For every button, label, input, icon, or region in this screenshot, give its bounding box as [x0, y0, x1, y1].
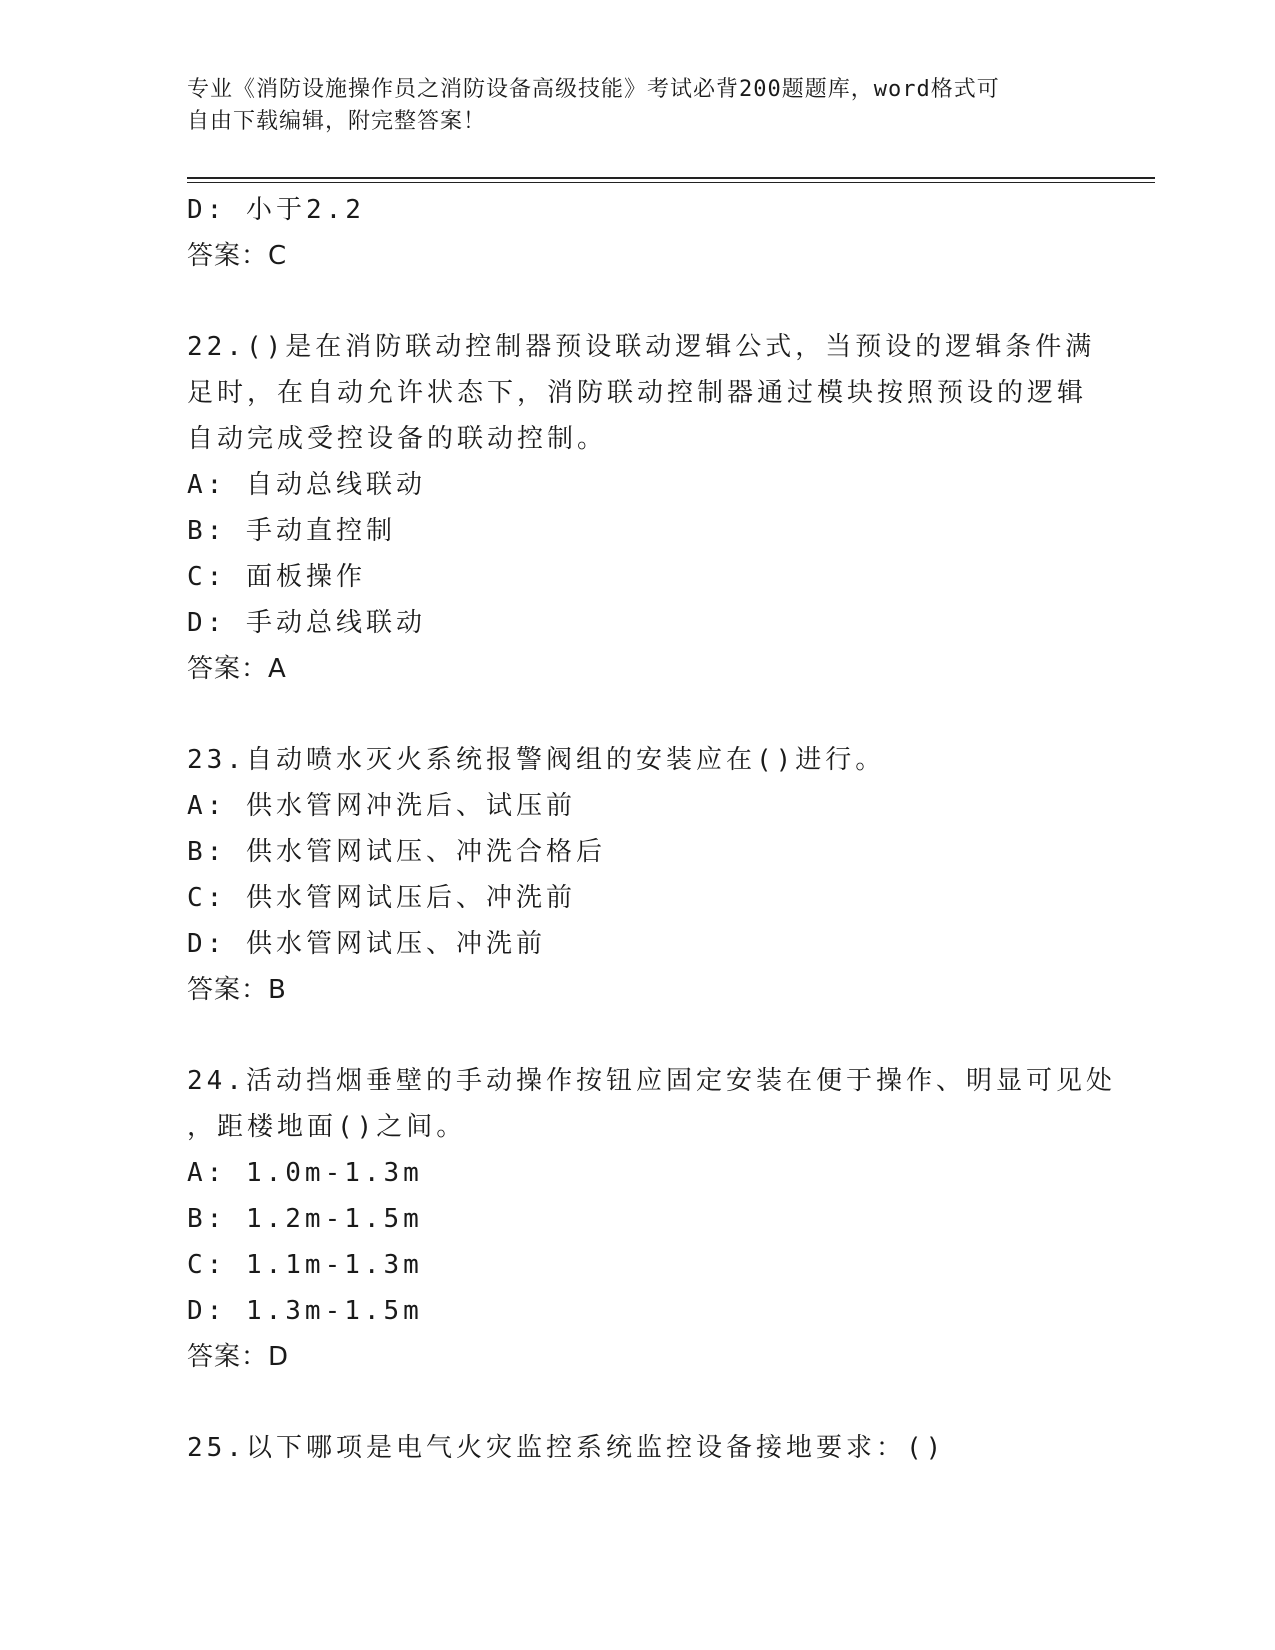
header-text-line-1: 专业《消防设施操作员之消防设备高级技能》考试必背200题题库，word格式可 [187, 77, 1000, 102]
option-b: B: 供水管网试压、冲洗合格后 [187, 837, 606, 867]
page-header [187, 74, 1067, 138]
option-c: C: 供水管网试压后、冲洗前 [187, 883, 576, 913]
question-25 [187, 1425, 1087, 1471]
option-a: A: 自动总线联动 [187, 470, 426, 500]
question-24 [187, 1058, 1116, 1380]
stem-line: 23.自动喷水灭火系统报警阀组的安装应在()进行。 [187, 745, 886, 775]
question-stem [187, 1425, 1087, 1471]
option-b: B: 手动直控制 [187, 516, 396, 546]
spacer [187, 692, 1087, 737]
header-text-line-2: 自由下载编辑，附完整答案！ [187, 109, 487, 134]
option-a: A: 供水管网冲洗后、试压前 [187, 791, 576, 821]
stem-line: 自动完成受控设备的联动控制。 [187, 424, 608, 454]
previous-question-tail [187, 187, 1087, 279]
answer-line: 答案：C [187, 241, 288, 271]
header-divider-thin [187, 182, 1155, 183]
option-c: C: 1.1m-1.3m [187, 1250, 423, 1280]
option-d: D: 1.3m-1.5m [187, 1296, 423, 1326]
header-divider [187, 177, 1155, 179]
stem-line: 足时，在自动允许状态下，消防联动控制器通过模块按照预设的逻辑 [187, 378, 1088, 408]
answer-line: 答案：A [187, 654, 287, 684]
stem-line: 24.活动挡烟垂壁的手动操作按钮应固定安装在便于操作、明显可见处 [187, 1066, 1116, 1096]
stem-line: 25.以下哪项是电气火灾监控系统监控设备接地要求：() [187, 1433, 946, 1463]
option-d: D: 供水管网试压、冲洗前 [187, 929, 546, 959]
option-d: D: 手动总线联动 [187, 608, 426, 638]
option-a: A: 1.0m-1.3m [187, 1158, 423, 1188]
spacer [187, 1013, 1087, 1058]
option-b: B: 1.2m-1.5m [187, 1204, 423, 1234]
question-22 [187, 324, 1096, 692]
option-c: C: 面板操作 [187, 562, 366, 592]
document-body [187, 187, 1116, 1471]
answer-line: 答案：B [187, 975, 287, 1005]
stem-line: ，距楼地面()之间。 [187, 1112, 467, 1142]
question-stem [187, 1058, 1116, 1150]
question-stem [187, 737, 1087, 783]
question-stem [187, 324, 1096, 462]
spacer [187, 279, 1087, 324]
stem-line: 22.()是在消防联动控制器预设联动逻辑公式，当预设的逻辑条件满 [187, 332, 1096, 362]
answer-line: 答案：D [187, 1342, 290, 1372]
option-d: D: 小于2.2 [187, 195, 365, 225]
spacer [187, 1380, 1087, 1425]
question-23 [187, 737, 1087, 1013]
